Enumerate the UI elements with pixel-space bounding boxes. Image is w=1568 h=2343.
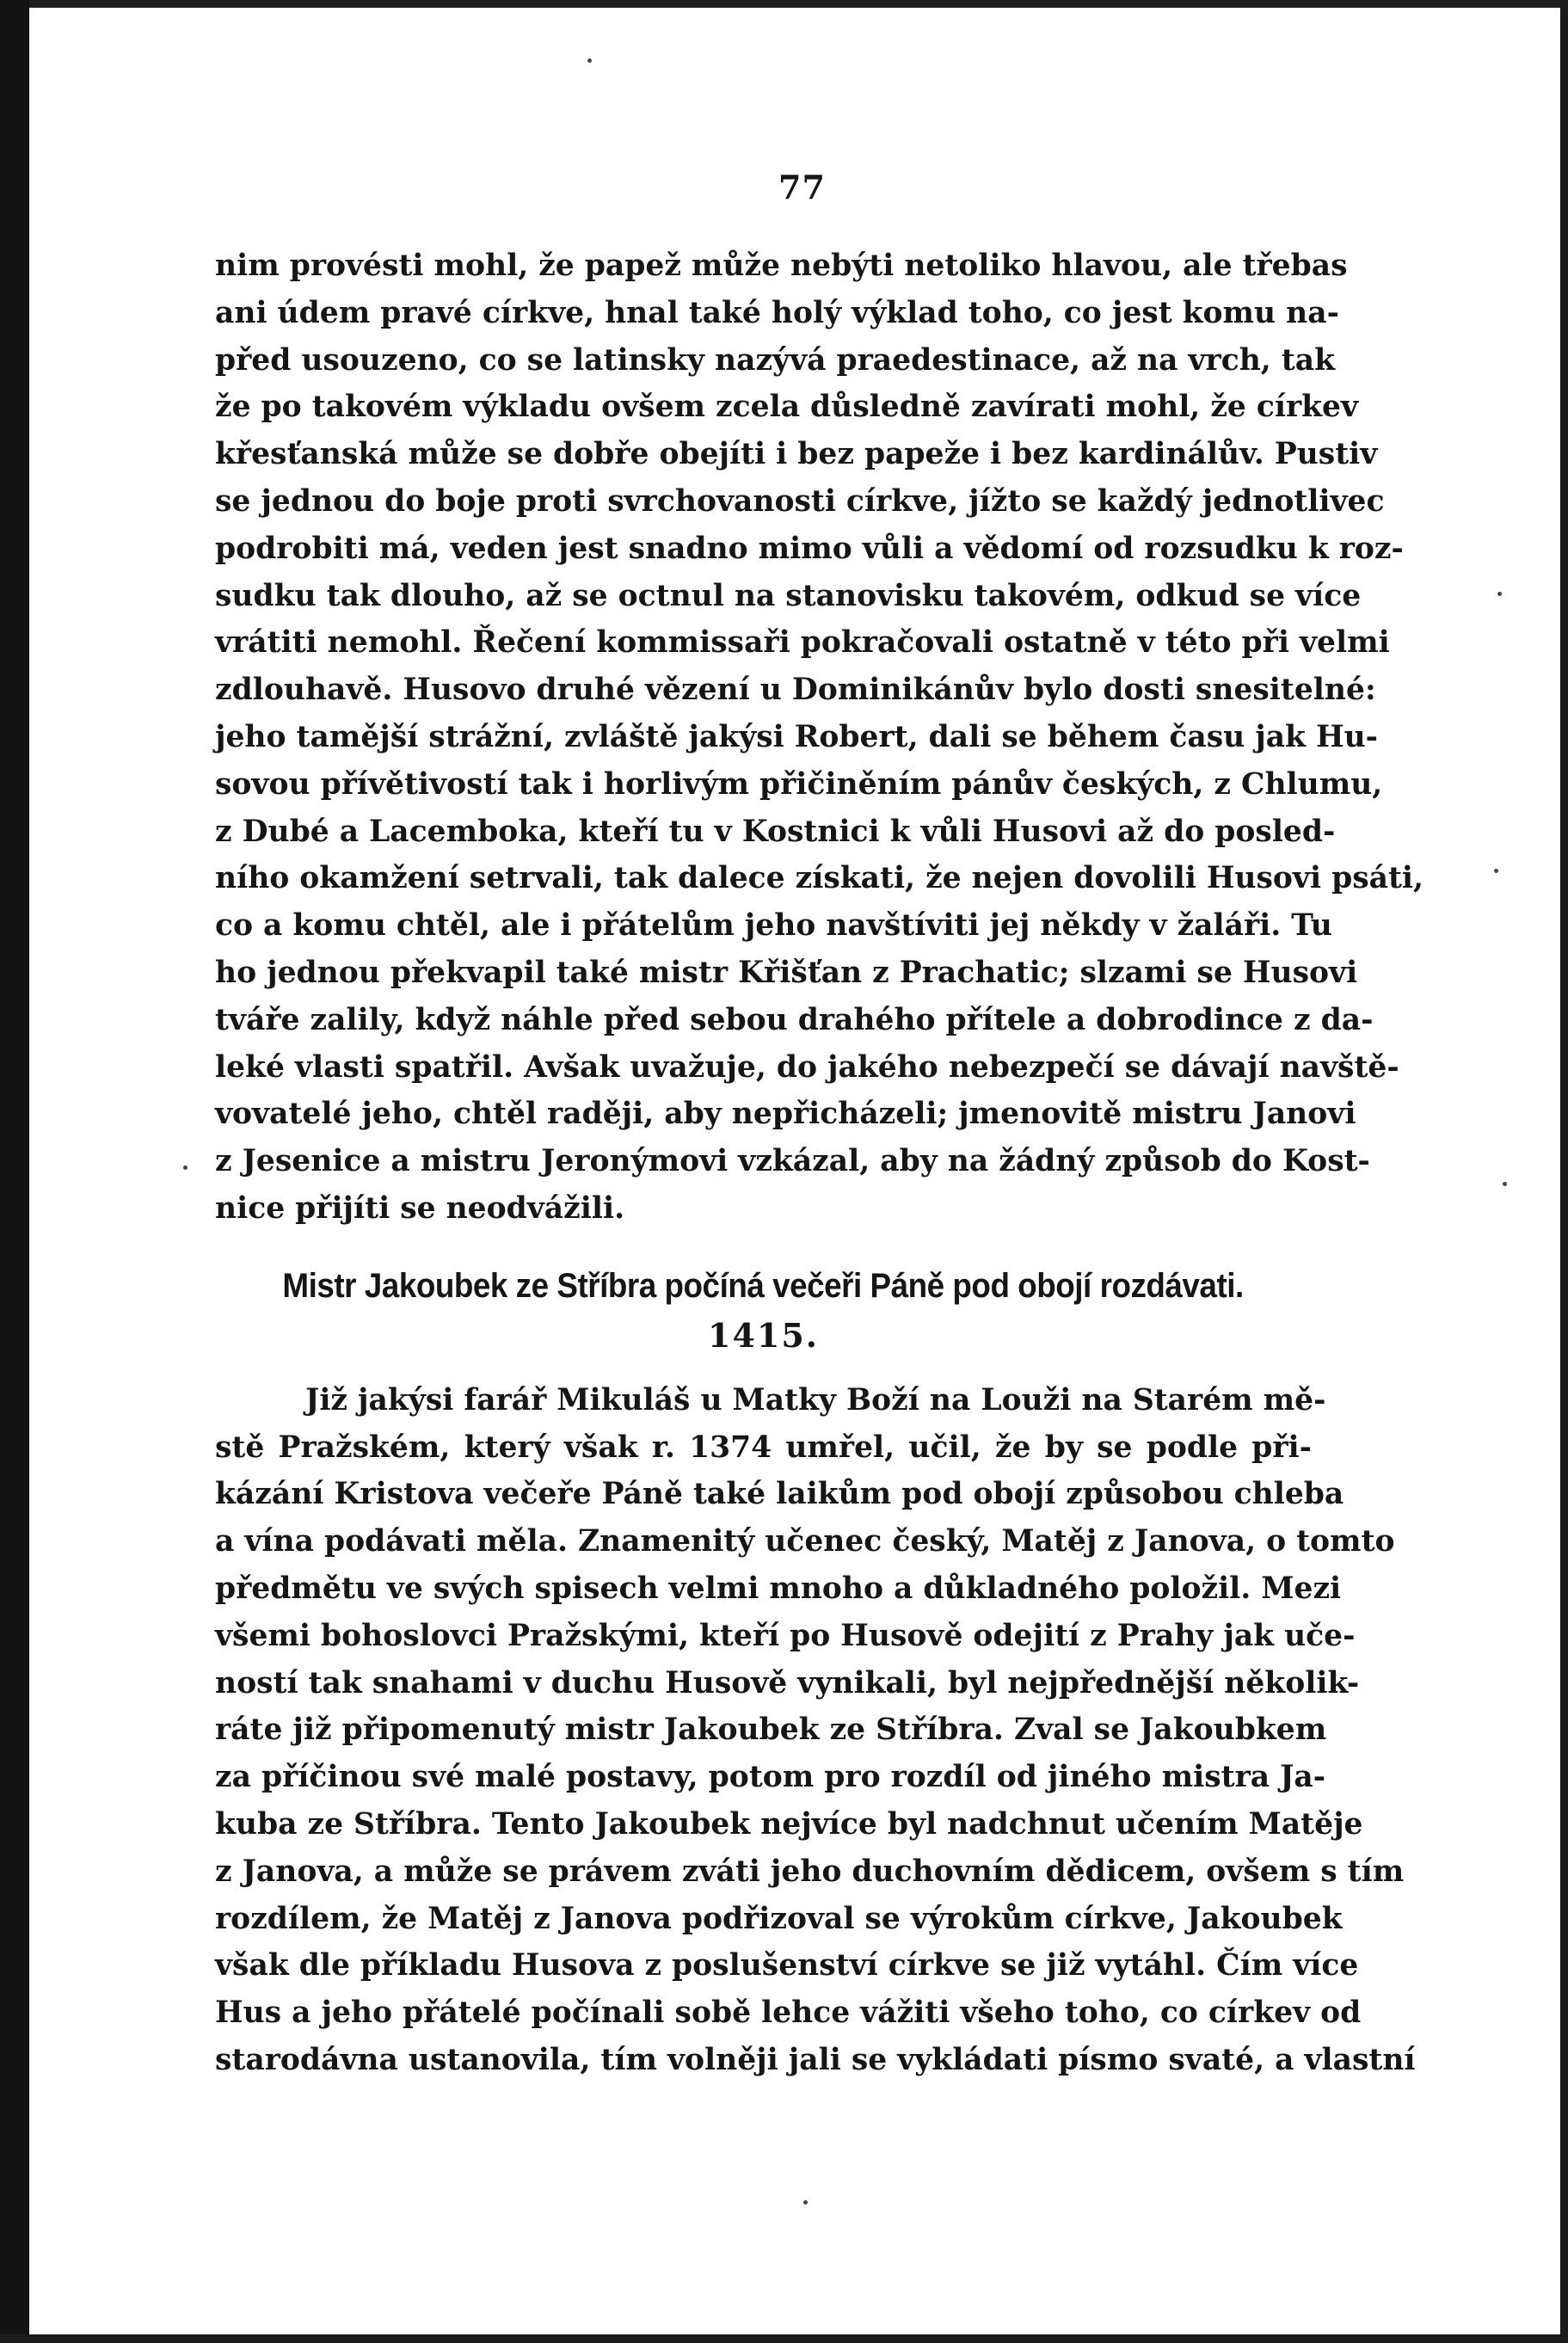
text-line: rozdílem, že Matěj z Janova podřizoval se výrokům církve, Jakoubek — [215, 1901, 1343, 1936]
paragraph-continued — [215, 243, 1424, 1233]
text-line: vrátiti nemohl. Řečení kommissaři pokračovali ostatně v této při velmi — [215, 625, 1390, 661]
text-line: jeho tamější strážní, zvláště jakýsi Robert, dali se během času jak Hu- — [215, 719, 1378, 754]
text-line: leké vlasti spatřil. Avšak uvažuje, do jakého nebezpečí se dávají navště- — [215, 1049, 1399, 1085]
text-line: sudku tak dlouho, až se octnul na stanovisku takovém, odkud se více — [215, 578, 1362, 613]
scan-edge-left — [0, 0, 29, 2343]
scan-speck — [803, 2200, 808, 2205]
text-line: nice přijíti se neodvážili. — [215, 1190, 625, 1226]
text-line: před usouzeno, co se latinsky nazývá praedestinace, až na vrch, tak — [215, 342, 1336, 378]
scan-speck — [587, 58, 592, 63]
text-line: Hus a jeho přátelé počínali sobě lehce vážiti všeho toho, co církev od — [215, 1996, 1362, 2031]
text-line: však dle příkladu Husova z poslušenství církve se již vytáhl. Čím více — [215, 1948, 1359, 1983]
text-line: z Jesenice a mistru Jeronýmovi vzkázal, aby na žádný způsob do Kost- — [215, 1144, 1370, 1179]
text-line: kuba ze Stříbra. Tento Jakoubek nejvíce byl nadchnut učením Matěje — [215, 1806, 1363, 1842]
text-line: křesťanská může se dobře obejíti i bez papeže i bez kardinálův. Pustiv — [215, 437, 1378, 472]
scan-edge-right — [1560, 0, 1568, 2343]
scan-edge-bottom — [0, 2334, 1568, 2343]
text-line: ani údem pravé církve, hnal také holý výklad toho, co jest komu na- — [215, 295, 1339, 330]
text-line: ráte již připomenutý mistr Jakoubek ze Stříbra. Zval se Jakoubkem — [215, 1713, 1327, 1748]
text-line: všemi bohoslovci Pražskými, kteří po Husově odejití z Prahy jak uče- — [215, 1618, 1356, 1653]
text-line: a vína podávati měla. Znamenitý učenec český, Matěj z Janova, o tomto — [215, 1524, 1395, 1559]
scan-edge-top — [0, 0, 1568, 8]
text-line: se jednou do boje proti svrchovanosti církve, jížto se každý jednotlivec — [215, 483, 1385, 519]
text-line: starodávna ustanovila, tím volněji jali se vykládati písmo svaté, a vlastní — [215, 2042, 1416, 2077]
text-line: stě Pražském, který však r. 1374 umřel, učil, že by se podle při- — [215, 1430, 1312, 1465]
text-line: ního okamžení setrvali, tak dalece získati, že nejen dovolili Husovi psáti, — [215, 861, 1424, 896]
text-line: předmětu ve svých spisech velmi mnoho a důkladného položil. Mezi — [215, 1571, 1342, 1606]
text-line: kázání Kristova večeře Páně také laikům pod obojí způsobou chleba — [215, 1477, 1344, 1512]
text-line: tváře zalily, když náhle před sebou drahého přítele a dobrodince z da- — [215, 1002, 1374, 1037]
section-year: 1415. — [708, 1315, 819, 1355]
text-line: podrobiti má, veden jest snadno mimo vůli a vědomí od rozsudku k roz- — [215, 531, 1404, 566]
text-line: co a komu chtěl, ale i přátelům jeho navštíviti jej někdy v žaláři. Tu — [215, 908, 1332, 944]
text-line: ností tak snahami v duchu Husově vynikali, byl nejpřednější několik- — [215, 1665, 1360, 1700]
text-line: sovou přívětivostí tak i horlivým přičiněním pánův českých, z Chlumu, — [215, 766, 1383, 802]
text-line: vovatelé jeho, chtěl raději, aby nepřicházeli; jmenovitě mistru Janovi — [215, 1097, 1356, 1132]
scan-speck — [1503, 1182, 1507, 1186]
scan-speck — [1494, 869, 1498, 873]
section-heading: Mistr Jakoubek ze Stříbra počíná večeři Páně pod obojí rozdávati. — [282, 1266, 1244, 1305]
text-line: za příčinou své malé postavy, potom pro rozdíl od jiného mistra Ja- — [215, 1760, 1326, 1795]
text-line: zdlouhavě. Husovo druhé vězení u Dominikánův bylo dosti snesitelné: — [215, 673, 1376, 708]
book-page — [215, 168, 1424, 2084]
text-line: nim provésti mohl, že papež může nebýti netoliko hlavou, ale třebas — [215, 249, 1348, 283]
scan-speck — [1497, 592, 1502, 596]
paragraph-section-body — [215, 1377, 1416, 2084]
scan-speck — [183, 1165, 188, 1170]
text-line: že po takovém výkladu ovšem zcela důsledně zavírati mohl, že církev — [215, 390, 1359, 425]
page-number: 77 — [778, 168, 826, 206]
text-line: z Janova, a může se právem zváti jeho duchovním dědicem, ovšem s tím — [215, 1854, 1405, 1889]
text-line: z Dubé a Lacemboka, kteří tu v Kostnici k vůli Husovi až do posled- — [215, 814, 1336, 849]
text-line: Již jakýsi farář Mikuláš u Matky Boží na Louži na Starém mě- — [305, 1382, 1326, 1417]
text-line: ho jednou překvapil také mistr Křišťan z Prachatic; slzami se Husovi — [215, 955, 1358, 990]
